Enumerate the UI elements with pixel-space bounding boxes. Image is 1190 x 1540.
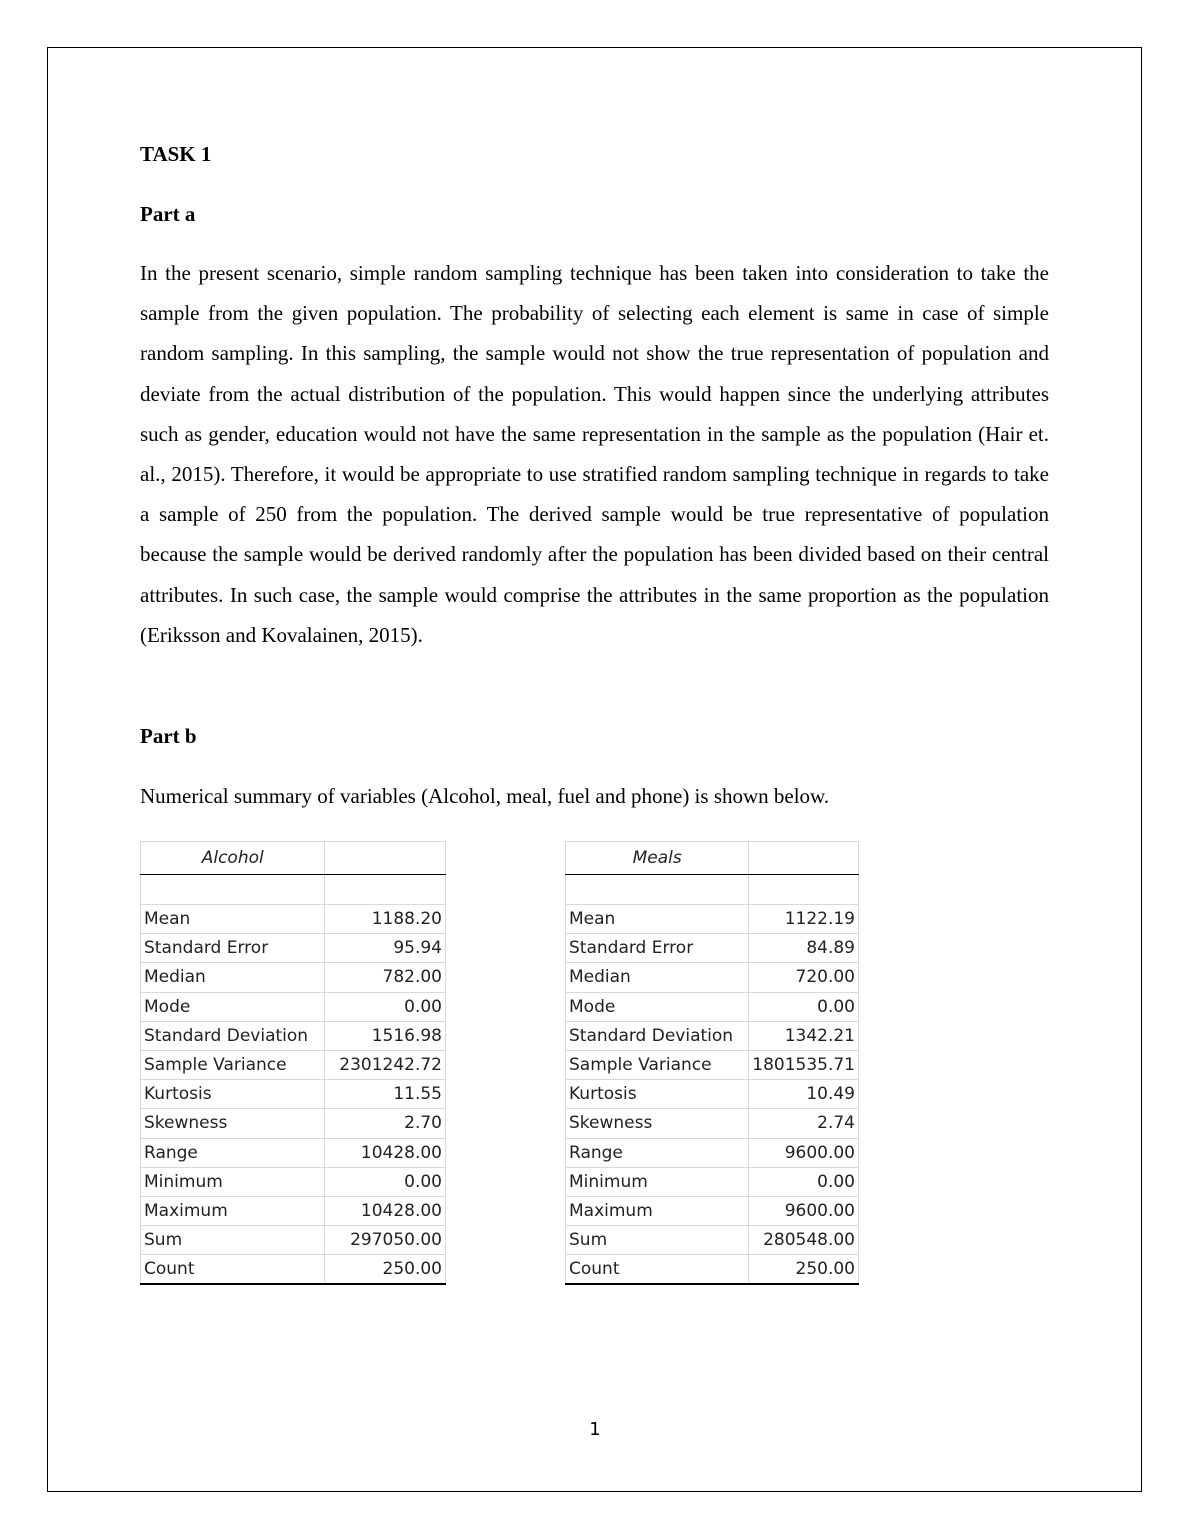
stat-label: Range: [566, 1138, 749, 1167]
table-row: [566, 1109, 859, 1138]
table-row: [566, 1196, 859, 1225]
part-b-intro: Numerical summary of variables (Alcohol, meal, fuel and phone) is shown below.: [140, 784, 830, 808]
table-header-row: [566, 842, 859, 875]
stat-label: Mode: [566, 992, 749, 1021]
stat-label: Mean: [566, 905, 749, 934]
table-row: [141, 934, 446, 963]
stat-value: 0.00: [325, 1167, 446, 1196]
table-row: [566, 1226, 859, 1255]
stat-value: 280548.00: [749, 1226, 859, 1255]
part-a-paragraph: In the present scenario, simple random sampling technique has been taken into consideration to take the sample from the given population. The probability of selecting each element is same in case of simple random sampling. In this sampling, the sample would not show the true representation of population and deviate from the actual distribution of the population. This would happen since the underlying attributes such as gender, education would not have the same representation in the sample as the population (Hair et. al., 2015). Therefore, it would be appropriate to use stratified random sampling technique in regards to take a sample of 250 from the population. The derived sample would be true representative of population because the sample would be derived randomly after the population has been divided based on their central attributes. In such case, the sample would comprise the attributes in the same proportion as the population (Eriksson and Kovalainen, 2015).: [140, 261, 1049, 647]
page-number: 1: [589, 1419, 601, 1440]
stat-label: Mode: [141, 992, 325, 1021]
stat-value: 297050.00: [325, 1226, 446, 1255]
stat-label: Count: [566, 1255, 749, 1284]
stat-value: 1516.98: [325, 1021, 446, 1050]
table-row: [141, 1050, 446, 1079]
table-row: [566, 1050, 859, 1079]
stat-label: Sample Variance: [141, 1050, 325, 1079]
stat-value: 2301242.72: [325, 1050, 446, 1079]
stat-label: Standard Error: [141, 934, 325, 963]
stat-value: 9600.00: [749, 1138, 859, 1167]
stat-label: Maximum: [566, 1196, 749, 1225]
table-row: [566, 934, 859, 963]
stat-label: Skewness: [141, 1109, 325, 1138]
alcohol-table-body: [141, 842, 446, 1284]
meals-table-body: [566, 842, 859, 1284]
stat-value: 10428.00: [325, 1196, 446, 1225]
task-title: TASK 1: [140, 142, 212, 166]
stat-label: Standard Deviation: [141, 1021, 325, 1050]
table-row: [566, 963, 859, 992]
table-row: [141, 1255, 446, 1284]
stat-value: 1188.20: [325, 905, 446, 934]
table-header-empty: [325, 842, 446, 875]
table-row: [566, 992, 859, 1021]
table-title: Alcohol: [141, 842, 325, 875]
table-gap-column: [446, 841, 565, 1285]
stat-value: 11.55: [325, 1080, 446, 1109]
part-a-heading: Part a: [140, 202, 196, 226]
stat-value: 9600.00: [749, 1196, 859, 1225]
stat-label: Kurtosis: [141, 1080, 325, 1109]
table-row: [141, 963, 446, 992]
table-title: Meals: [566, 842, 749, 875]
stat-label: Sum: [566, 1226, 749, 1255]
stat-value: 1801535.71: [749, 1050, 859, 1079]
stat-value: 95.94: [325, 934, 446, 963]
table-row: [141, 1196, 446, 1225]
table-row: [566, 1080, 859, 1109]
table-row: [566, 1167, 859, 1196]
stat-value: 250.00: [325, 1255, 446, 1284]
stat-label: Minimum: [141, 1167, 325, 1196]
stat-value: 10428.00: [325, 1138, 446, 1167]
table-header-row: [141, 842, 446, 875]
table-row: [141, 1226, 446, 1255]
stat-label: Mean: [141, 905, 325, 934]
stat-value: 2.70: [325, 1109, 446, 1138]
stat-label: Maximum: [141, 1196, 325, 1225]
table-row: [566, 905, 859, 934]
stat-value: 720.00: [749, 963, 859, 992]
table-blank-row: [141, 875, 446, 905]
table-row: [566, 1021, 859, 1050]
table-row: [566, 1255, 859, 1284]
stat-label: Kurtosis: [566, 1080, 749, 1109]
stat-label: Sum: [141, 1226, 325, 1255]
stat-value: 84.89: [749, 934, 859, 963]
stat-value: 0.00: [749, 1167, 859, 1196]
table-row: [566, 1138, 859, 1167]
stat-value: 250.00: [749, 1255, 859, 1284]
stat-value: 2.74: [749, 1109, 859, 1138]
stat-label: Median: [566, 963, 749, 992]
stat-value: 1342.21: [749, 1021, 859, 1050]
alcohol-summary-table: [140, 841, 446, 1285]
stat-label: Standard Error: [566, 934, 749, 963]
stat-label: Median: [141, 963, 325, 992]
table-row: [141, 905, 446, 934]
meals-summary-table: [565, 841, 859, 1285]
table-row: [141, 992, 446, 1021]
part-b-heading: Part b: [140, 724, 197, 748]
stat-label: Standard Deviation: [566, 1021, 749, 1050]
stat-label: Range: [141, 1138, 325, 1167]
table-row: [141, 1021, 446, 1050]
table-row: [141, 1109, 446, 1138]
table-row: [141, 1138, 446, 1167]
table-row: [141, 1080, 446, 1109]
stat-value: 0.00: [749, 992, 859, 1021]
stat-label: Skewness: [566, 1109, 749, 1138]
table-blank-row: [566, 875, 859, 905]
stat-label: Count: [141, 1255, 325, 1284]
stat-label: Sample Variance: [566, 1050, 749, 1079]
table-header-empty: [749, 842, 859, 875]
stat-value: 782.00: [325, 963, 446, 992]
table-row: [141, 1167, 446, 1196]
stat-value: 1122.19: [749, 905, 859, 934]
stat-value: 10.49: [749, 1080, 859, 1109]
stat-value: 0.00: [325, 992, 446, 1021]
stat-label: Minimum: [566, 1167, 749, 1196]
